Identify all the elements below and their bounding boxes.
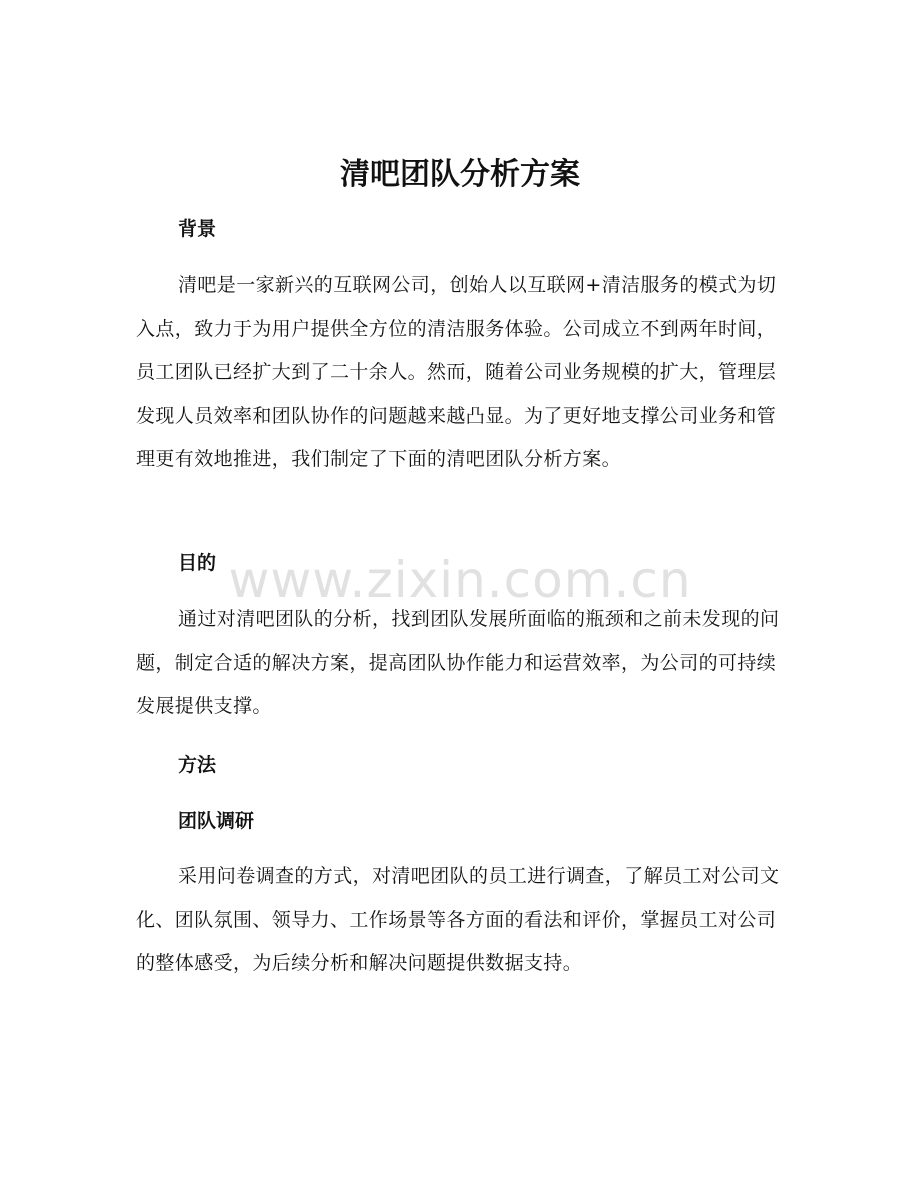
watermark: www.zixin.com.cn: [228, 551, 692, 609]
section-heading-team-survey: 团队调研: [178, 810, 255, 832]
section-heading-purpose: 目的: [178, 552, 217, 574]
section-paragraph-background: 清吧是一家新兴的互联网公司，创始人以互联网+清洁服务的模式为切入点，致力于为用户提供全方位的清洁服务体验。公司成立不到两年时间，员工团队已经扩大到了二十余人。然而，随着公司业务规模的扩大，管理层发现人员效率和团队协作的问题越来越凸显。为了更好地支撑公司业务和管理更有效地推进，我们制定了下面的清吧团队分析方案。: [136, 274, 777, 471]
section-heading-method: 方法: [178, 754, 217, 776]
section-paragraph-team-survey: 采用问卷调查的方式，对清吧团队的员工进行调查，了解员工对公司文化、团队氛围、领导力、工作场景等各方面的看法和评价，掌握员工对公司的整体感受，为后续分析和解决问题提供数据支持。: [136, 865, 780, 975]
document-title: 清吧团队分析方案: [340, 157, 580, 192]
section-paragraph-purpose: 通过对清吧团队的分析，找到团队发展所面临的瓶颈和之前未发现的问题，制定合适的解决方案，提高团队协作能力和运营效率，为公司的可持续发展提供支撑。: [136, 608, 780, 718]
section-heading-background: 背景: [178, 218, 217, 240]
